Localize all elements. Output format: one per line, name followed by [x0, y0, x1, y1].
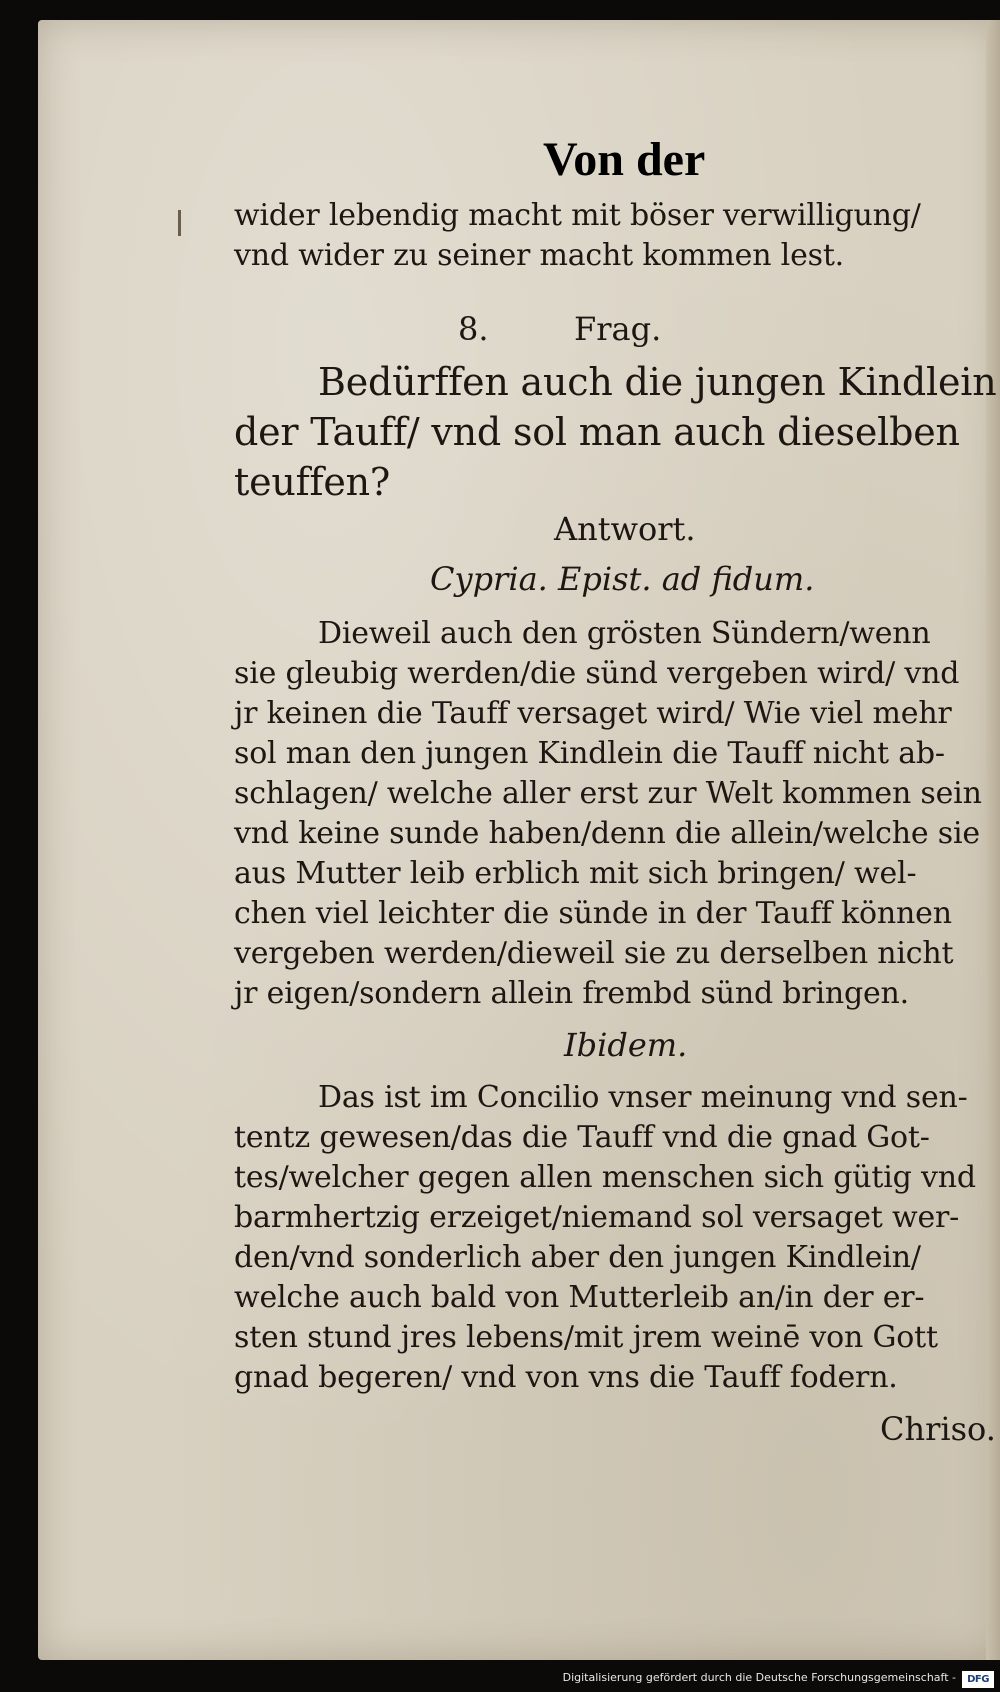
paragraph-2-line: Das ist im Concilio vnser meinung vnd sen-	[318, 1080, 968, 1115]
question-line: Bedürffen auch die jungen Kindlein	[318, 360, 997, 404]
paragraph-1-line: vergeben werden/dieweil sie zu derselben nicht	[234, 936, 954, 971]
text-line: wider lebendig macht mit böser verwilligung/	[234, 198, 921, 233]
paragraph-2-line: den/vnd sonderlich aber den jungen Kindlein/	[234, 1240, 921, 1275]
paragraph-2-line: sten stund jres lebens/mit jrem weinē von Gott	[234, 1320, 938, 1355]
paragraph-1-line: jr eigen/sondern allein frembd sünd bringen.	[234, 976, 909, 1011]
paragraph-1-line: vnd keine sunde haben/denn die allein/welche sie	[234, 816, 980, 851]
catchword: Chriso.	[880, 1410, 996, 1448]
paragraph-1-line: sie gleubig werden/die sünd vergeben wird/ vnd	[234, 656, 960, 691]
answer-heading: Antwort.	[554, 510, 696, 548]
question-label: Frag.	[574, 310, 662, 348]
question-line: teuffen?	[234, 460, 391, 504]
question-number: 8.	[458, 310, 489, 348]
dfg-logo: DFG	[962, 1671, 994, 1688]
paragraph-2-line: welche auch bald von Mutterleib an/in der er-	[234, 1280, 925, 1315]
citation-ibidem: Ibidem.	[564, 1026, 688, 1064]
citation-cyprian: Cypria. Epist. ad fidum.	[430, 560, 815, 598]
paragraph-2-line: barmhertzig erzeiget/niemand sol versaget wer-	[234, 1200, 960, 1235]
paragraph-1-line: Dieweil auch den grösten Sündern/wenn	[318, 616, 931, 651]
running-head: Von der	[543, 133, 706, 186]
text-line: vnd wider zu seiner macht kommen lest.	[234, 238, 845, 273]
paragraph-1-line: schlagen/ welche aller erst zur Welt kommen sein	[234, 776, 982, 811]
paragraph-2-line: tes/welcher gegen allen menschen sich gütig vnd	[234, 1160, 976, 1195]
paragraph-1-line: sol man den jungen Kindlein die Tauff nicht ab-	[234, 736, 945, 771]
book-page	[38, 20, 1000, 1660]
margin-mark	[178, 210, 181, 236]
paragraph-1-line: aus Mutter leib erblich mit sich bringen/ wel-	[234, 856, 917, 891]
paragraph-1-line: chen viel leichter die sünde in der Tauff können	[234, 896, 952, 931]
digitization-credit: Digitalisierung gefördert durch die Deutsche Forschungsgemeinschaft -	[562, 1671, 956, 1684]
question-line: der Tauff/ vnd sol man auch dieselben	[234, 410, 960, 454]
paragraph-2-line: gnad begeren/ vnd von vns die Tauff fodern.	[234, 1360, 898, 1395]
paragraph-2-line: tentz gewesen/das die Tauff vnd die gnad Got-	[234, 1120, 930, 1155]
paragraph-1-line: jr keinen die Tauff versaget wird/ Wie viel mehr	[234, 696, 952, 731]
